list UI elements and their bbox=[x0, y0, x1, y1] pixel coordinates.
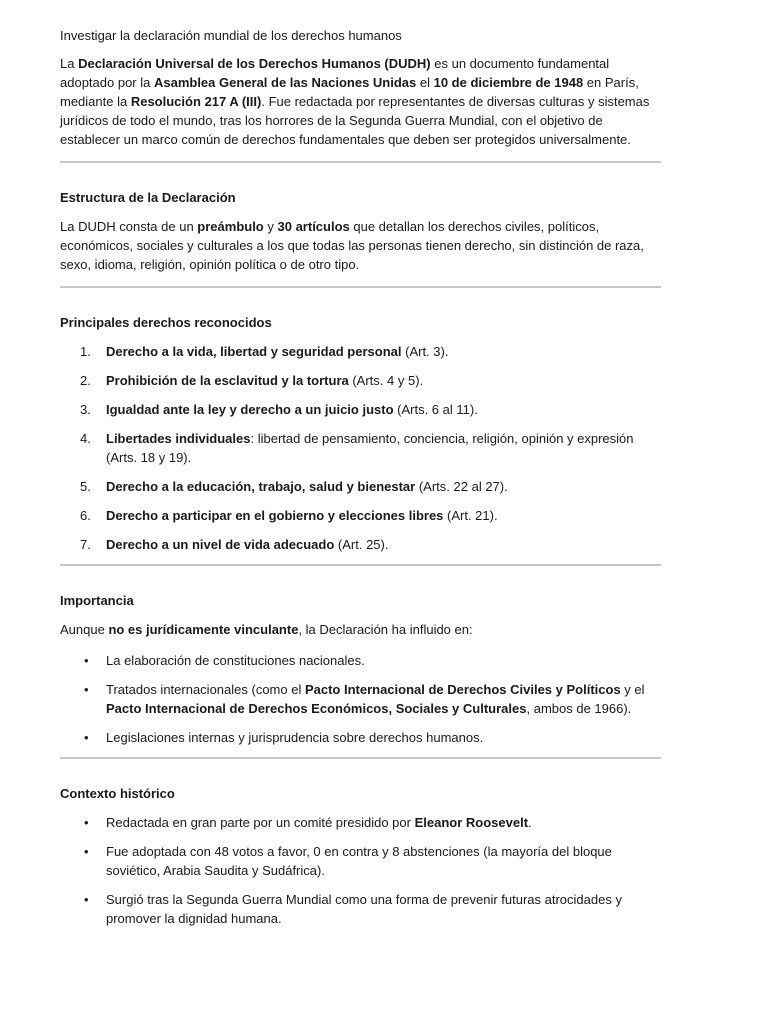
list-item-bold: Derecho a participar en el gobierno y elecciones libres bbox=[106, 508, 444, 523]
estructura-text-2: y bbox=[263, 219, 278, 234]
list-item-bold: Prohibición de la esclavitud y la tortura bbox=[106, 373, 349, 388]
derechos-list bbox=[60, 342, 661, 554]
estructura-text-3: que detallan los derechos civiles, políticos, económicos, sociales y culturales a los que todas las personas tienen derecho, sin distinción de raza, sexo, idioma, religión, opinión política o de otro tipo. bbox=[60, 219, 644, 272]
importancia-text-1: Aunque bbox=[60, 622, 109, 637]
list-item-text: Surgió tras la Segunda Guerra Mundial como una forma de prevenir futuras atrocidades y promover la dignidad humana. bbox=[106, 892, 622, 926]
list-item bbox=[60, 371, 661, 390]
list-number: 7. bbox=[80, 537, 91, 552]
list-item-text: : libertad de pensamiento, conciencia, religión, opinión y expresión (Arts. 18 y 19). bbox=[106, 431, 634, 465]
bullet-icon: • bbox=[84, 892, 89, 907]
list-item-bold: Igualdad ante la ley y derecho a un juicio justo bbox=[106, 402, 394, 417]
contexto-list bbox=[60, 813, 661, 928]
list-item-text: (Arts. 4 y 5). bbox=[348, 373, 424, 388]
section-heading-derechos: Principales derechos reconocidos bbox=[60, 315, 272, 330]
list-item bbox=[60, 342, 661, 361]
list-item-bold: Pacto Internacional de Derechos Económicos, Sociales y Culturales bbox=[106, 701, 527, 716]
list-item-text: Redactada en gran parte por un comité presidido por bbox=[106, 815, 415, 830]
intro-text-3: el bbox=[416, 75, 434, 90]
section-heading-contexto: Contexto histórico bbox=[60, 786, 175, 801]
list-item bbox=[60, 680, 661, 718]
list-number: 2. bbox=[80, 373, 91, 388]
bullet-icon: • bbox=[84, 682, 89, 697]
list-item-text: La elaboración de constituciones nacionales. bbox=[106, 653, 365, 668]
list-item-text: (Art. 21). bbox=[443, 508, 498, 523]
list-item bbox=[60, 813, 661, 832]
list-item bbox=[60, 400, 661, 419]
list-item-text: Tratados internacionales (como el bbox=[106, 682, 305, 697]
list-item-bold: Derecho a la vida, libertad y seguridad personal bbox=[106, 344, 402, 359]
intro-bold-dudh: Declaración Universal de los Derechos Humanos (DUDH) bbox=[78, 56, 431, 71]
importancia-list bbox=[60, 651, 661, 747]
section-divider bbox=[60, 286, 661, 288]
section-heading-importancia: Importancia bbox=[60, 593, 134, 608]
list-item bbox=[60, 728, 661, 747]
intro-bold-fecha: 10 de diciembre de 1948 bbox=[433, 75, 584, 90]
list-item-text: (Arts. 22 al 27). bbox=[415, 479, 508, 494]
estructura-bold-articulos: 30 artículos bbox=[277, 219, 350, 234]
list-number: 5. bbox=[80, 479, 91, 494]
section-divider bbox=[60, 161, 661, 163]
list-item-text: Legislaciones internas y jurisprudencia sobre derechos humanos. bbox=[106, 730, 484, 745]
list-item bbox=[60, 651, 661, 670]
bullet-icon: • bbox=[84, 815, 89, 830]
section-heading-estructura: Estructura de la Declaración bbox=[60, 190, 236, 205]
estructura-bold-preambulo: preámbulo bbox=[197, 219, 264, 234]
list-item-text: (Art. 25). bbox=[334, 537, 389, 552]
section-divider bbox=[60, 564, 661, 566]
list-item-text: (Arts. 6 al 11). bbox=[393, 402, 478, 417]
list-item bbox=[60, 477, 661, 496]
intro-text-1: La bbox=[60, 56, 79, 71]
estructura-paragraph bbox=[60, 217, 661, 274]
list-number: 1. bbox=[80, 344, 91, 359]
importancia-text-2: , la Declaración ha influido en: bbox=[298, 622, 473, 637]
list-number: 4. bbox=[80, 431, 91, 446]
list-item-bold: Derecho a la educación, trabajo, salud y bienestar bbox=[106, 479, 416, 494]
list-item bbox=[60, 429, 661, 467]
list-item-text: Fue adoptada con 48 votos a favor, 0 en contra y 8 abstenciones (la mayoría del bloque soviético, Arabia Saudita y Sudáfrica). bbox=[106, 844, 612, 878]
bullet-icon: • bbox=[84, 730, 89, 745]
list-item bbox=[60, 506, 661, 525]
bullet-icon: • bbox=[84, 653, 89, 668]
list-item bbox=[60, 535, 661, 554]
list-item-bold: Derecho a un nivel de vida adecuado bbox=[106, 537, 335, 552]
list-number: 6. bbox=[80, 508, 91, 523]
intro-text-2: es un documento fundamental adoptado por la bbox=[60, 56, 610, 90]
intro-text-5: . Fue redactada por representantes de diversas culturas y sistemas jurídicos de todo el mundo, tras los horrores de la Segunda Guerra Mundial, con el objetivo de establecer un marco común de derechos fundamentales que deben ser protegidos universalmente. bbox=[60, 94, 650, 147]
estructura-text-1: La DUDH consta de un bbox=[60, 219, 198, 234]
intro-bold-asamblea: Asamblea General de las Naciones Unidas bbox=[153, 75, 417, 90]
list-item bbox=[60, 890, 661, 928]
bullet-icon: • bbox=[84, 844, 89, 859]
list-item-bold: Libertades individuales bbox=[106, 431, 251, 446]
importancia-paragraph bbox=[60, 620, 661, 639]
document-title: Investigar la declaración mundial de los derechos humanos bbox=[60, 28, 402, 43]
list-item-bold: Pacto Internacional de Derechos Civiles y Políticos bbox=[304, 682, 621, 697]
list-number: 3. bbox=[80, 402, 91, 417]
intro-bold-resolucion: Resolución 217 A (III) bbox=[130, 94, 262, 109]
intro-text-4: en París, mediante la bbox=[60, 75, 639, 109]
list-item-bold: Eleanor Roosevelt bbox=[414, 815, 529, 830]
section-divider bbox=[60, 757, 661, 759]
importancia-bold: no es jurídicamente vinculante bbox=[108, 622, 299, 637]
intro-paragraph bbox=[60, 54, 661, 149]
list-item-text: y el bbox=[620, 682, 645, 697]
list-item-text: (Art. 3). bbox=[401, 344, 449, 359]
list-item-text: , ambos de 1966). bbox=[526, 701, 632, 716]
list-item bbox=[60, 842, 661, 880]
list-item-text: . bbox=[528, 815, 532, 830]
